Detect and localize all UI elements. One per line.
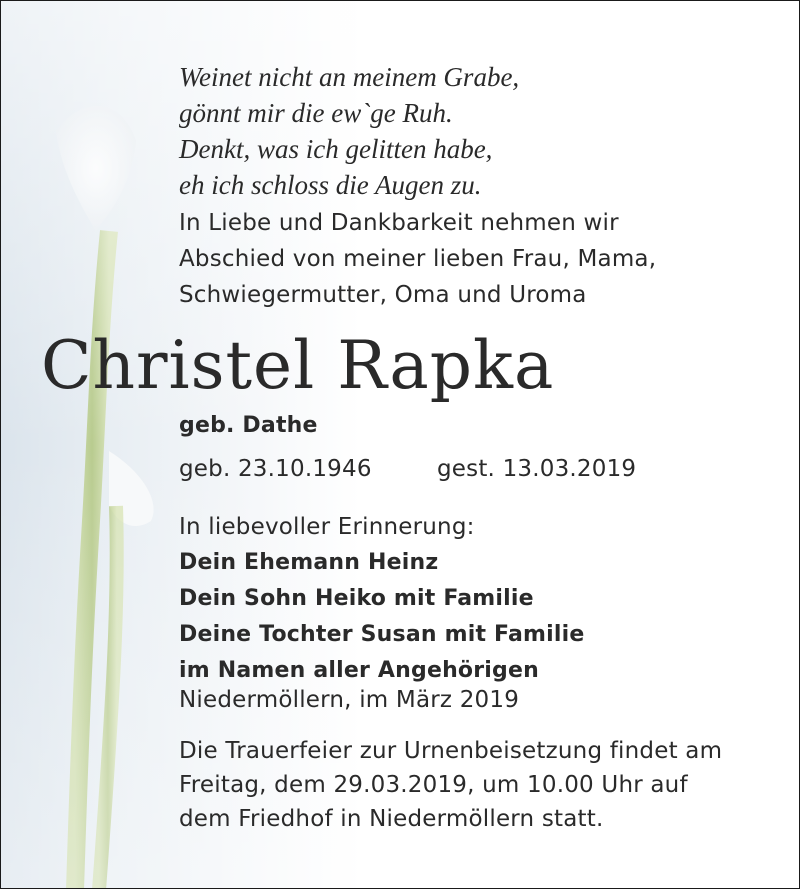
mourner-line: Deine Tochter Susan mit Familie bbox=[179, 622, 585, 647]
memory-heading: In liebevoller Erinnerung: bbox=[179, 514, 475, 540]
death-date: gest. 13.03.2019 bbox=[437, 456, 637, 482]
farewell-intro bbox=[179, 205, 656, 313]
poem-line: Weinet nicht an meinem Grabe, bbox=[179, 62, 520, 92]
memorial-poem bbox=[179, 59, 519, 203]
intro-line: In Liebe und Dankbarkeit nehmen wir bbox=[179, 210, 619, 236]
service-line: Freitag, dem 29.03.2019, um 10.00 Uhr auf bbox=[179, 772, 688, 798]
maiden-name: geb. Dathe bbox=[179, 413, 318, 438]
mourners-block bbox=[179, 509, 584, 689]
deceased-name: Christel Rapka bbox=[41, 327, 555, 404]
mourner-line: im Namen aller Angehörigen bbox=[179, 658, 539, 683]
intro-line: Abschied von meiner lieben Frau, Mama, bbox=[179, 246, 657, 272]
poem-line: gönnt mir die ew`ge Ruh. bbox=[179, 98, 453, 128]
mourner-line: Dein Ehemann Heinz bbox=[179, 550, 439, 575]
intro-line: Schwiegermutter, Oma und Uroma bbox=[179, 282, 587, 308]
service-line: Die Trauerfeier zur Urnenbeisetzung findet am bbox=[179, 738, 723, 764]
poem-line: eh ich schloss die Augen zu. bbox=[179, 170, 482, 200]
poem-line: Denkt, was ich gelitten habe, bbox=[179, 134, 493, 164]
funeral-service-notice bbox=[179, 734, 722, 836]
place-and-date: Niedermöllern, im März 2019 bbox=[179, 687, 520, 713]
mourner-line: Dein Sohn Heiko mit Familie bbox=[179, 586, 534, 611]
birth-date: geb. 23.10.1946 bbox=[179, 456, 372, 482]
service-line: dem Friedhof in Niedermöllern statt. bbox=[179, 806, 604, 832]
